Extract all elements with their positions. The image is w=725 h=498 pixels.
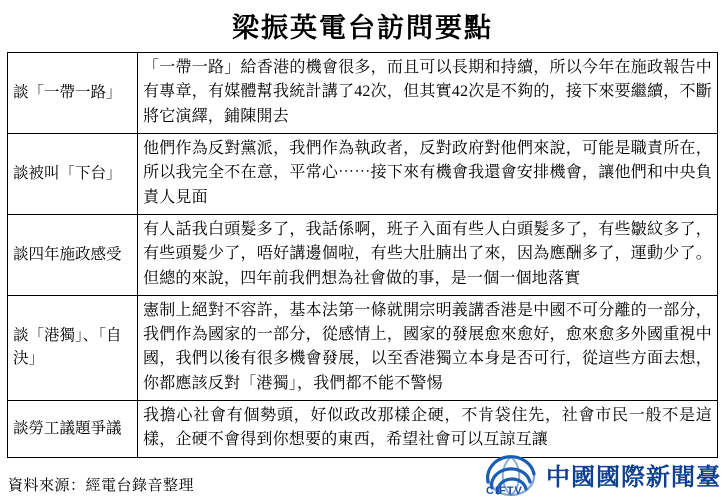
- globe-icon: [480, 452, 542, 496]
- table-row: [8, 53, 718, 134]
- row-topic: 談四年施政感受: [8, 214, 138, 295]
- row-content: 有人話我白頭髮多了，我話係啊，班子入面有些人白頭髮多了，有些皺紋多了，有些頭髮少了，唔好講邊個啦，有些大肚腩出了來，因為應酬多了，運動少了。但總的來說，四年前我們想為社會做的事，是一個一個地落實: [138, 214, 718, 295]
- page-title: 梁振英電台訪問要點: [232, 13, 493, 43]
- table-row: [8, 133, 718, 214]
- row-topic: 談「港獨」、「自決」: [8, 295, 138, 400]
- row-content: 「一帶一路」給香港的機會很多，而且可以長期和持續，所以今年在施政報告中有專章，有媒體幫我統計講了42次，但其實42次是不夠的，接下來要繼續，不斷將它演繹，鋪陳開去: [138, 53, 718, 134]
- interview-points-table: [7, 52, 718, 458]
- table-row: [8, 214, 718, 295]
- brand-abbrev: CIFTV: [486, 485, 523, 497]
- row-content: 他們作為反對黨派，我們作為執政者，反對政府對他們來說，可能是職責所在，所以我完全不在意，平常心⋯⋯接下來有機會我還會安排機會，讓他們和中央負責人見面: [138, 133, 718, 214]
- brand-name: 中國國際新聞臺: [546, 464, 721, 491]
- table-body: [8, 53, 718, 458]
- row-topic: 談被叫「下台」: [8, 133, 138, 214]
- row-topic: 談勞工議題爭議: [8, 401, 138, 458]
- row-topic: 談「一帶一路」: [8, 53, 138, 134]
- row-content: 我擔心社會有個勢頭，好似政改那樣企硬，不肯袋住先，社會市民一般不是這樣，企硬不會得到你想要的東西，希望社會可以互諒互讓: [138, 401, 718, 458]
- row-content: 憲制上絕對不容許，基本法第一條就開宗明義講香港是中國不可分離的一部分，我們作為國家的一部分，從感情上，國家的發展愈來愈好，愈來愈多外國重視中國，我們以後有很多機會發展，以至香港獨立本身是否可行，從這些方面去想，你都應該反對「港獨」，我們都不能不警惕: [138, 295, 718, 400]
- table-row: [8, 295, 718, 400]
- watermark-logo: [480, 452, 721, 496]
- table-row: [8, 401, 718, 458]
- source-note: 資料來源：經電台錄音整理: [8, 478, 195, 494]
